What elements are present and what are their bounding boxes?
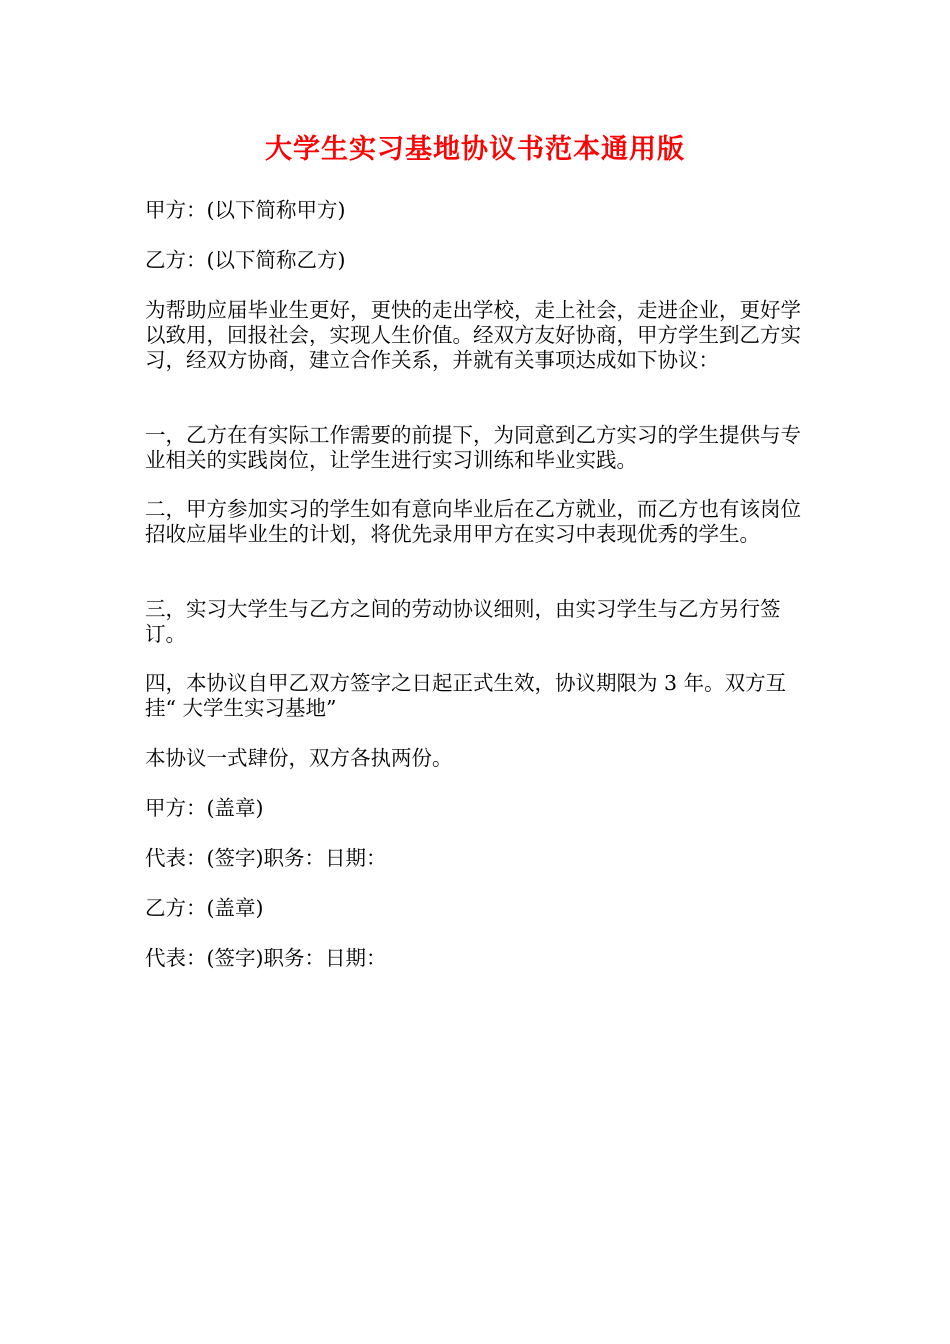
party-b-signature-line: 代表：(签字)职务：日期：: [145, 946, 387, 970]
preamble-paragraph: 为帮助应届毕业生更好，更快的走出学校，走上社会，走进企业，更好学以致用，回报社会，实现人生价值。经双方友好协商，甲方学生到乙方实习，经双方协商，建立合作关系，并就有关事项达成如下协议：: [145, 298, 801, 372]
clause-four: 四，本协议自甲乙双方签字之日起正式生效，协议期限为 3 年。双方互挂“ 大学生实习基地”: [145, 671, 787, 720]
clause-two: 二，甲方参加实习的学生如有意向毕业后在乙方就业，而乙方也有该岗位招收应届毕业生的计划，将优先录用甲方在实习中表现优秀的学生。: [145, 497, 801, 546]
party-a-line: 甲方：(以下简称甲方): [145, 198, 346, 222]
party-b-line: 乙方：(以下简称乙方): [145, 248, 346, 272]
party-b-seal-line: 乙方：(盖章): [145, 896, 264, 920]
party-a-signature-line: 代表：(签字)职务：日期：: [145, 846, 387, 870]
copies-statement: 本协议一式肆份，双方各执两份。: [145, 746, 453, 770]
document-title: 大学生实习基地协议书范本通用版: [265, 134, 685, 165]
party-a-seal-line: 甲方：(盖章): [145, 796, 264, 820]
clause-one: 一，乙方在有实际工作需要的前提下，为同意到乙方实习的学生提供与专业相关的实践岗位，让学生进行实习训练和毕业实践。: [145, 423, 801, 472]
clause-three: 三，实习大学生与乙方之间的劳动协议细则，由实习学生与乙方另行签订。: [145, 597, 781, 646]
